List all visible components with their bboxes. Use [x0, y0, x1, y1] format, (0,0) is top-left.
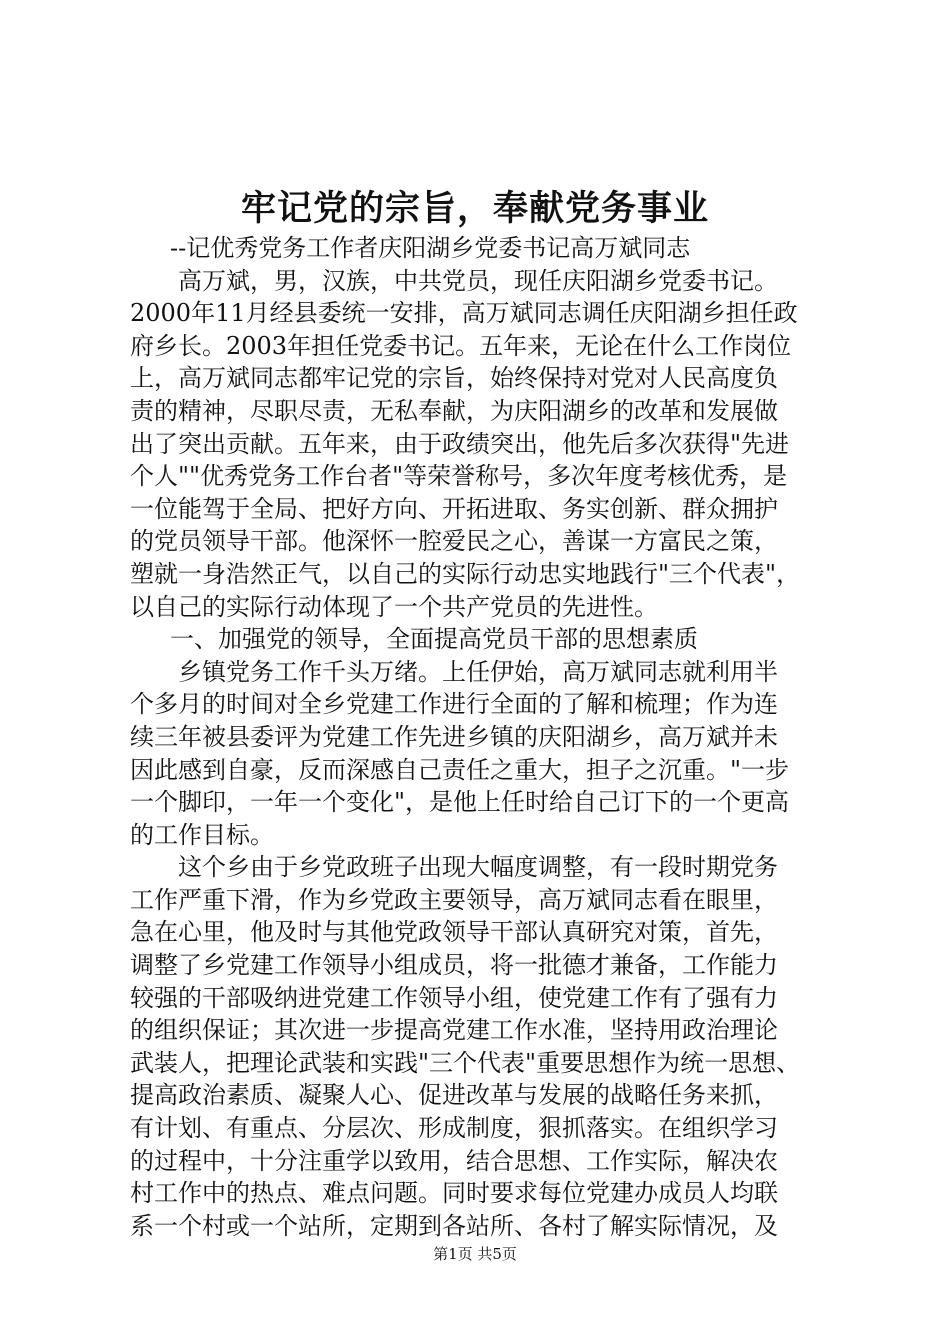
paragraph-line: 的组织保证；其次进一步提高党建工作水准，坚持用政治理论 — [130, 1016, 778, 1045]
paragraph-line: 乡镇党务工作千头万绪。上任伊始，高万斌同志就利用半 — [178, 657, 778, 686]
subtitle-line: --记优秀党务工作者庆阳湖乡党委书记高万斌同志 — [170, 234, 691, 262]
paragraph-line: 系一个村或一个站所，定期到各站所、各村了解实际情况，及 — [130, 1211, 778, 1240]
paragraph-line: 责的精神，尽职尽责，无私奉献，为庆阳湖乡的改革和发展做 — [130, 396, 778, 425]
paragraph-line: 的过程中，十分注重学以致用，结合思想、工作实际，解决农 — [130, 1146, 778, 1175]
paragraph-line: 一位能驾于全局、把好方向、开拓进取、务实创新、群众拥护 — [130, 494, 778, 523]
paragraph-line: 上，高万斌同志都牢记党的宗旨，始终保持对党对人民高度负 — [130, 364, 778, 393]
paragraph-line: 急在心里，他及时与其他党政领导干部认真研究对策，首先， — [130, 918, 778, 947]
paragraph-line: 以自己的实际行动体现了一个共产党员的先进性。 — [130, 592, 658, 621]
paragraph-line: 较强的干部吸纳进党建工作领导小组，使党建工作有了强有力 — [130, 983, 778, 1012]
paragraph-line: 调整了乡党建工作领导小组成员，将一批德才兼备，工作能力 — [130, 951, 778, 980]
paragraph-line: 村工作中的热点、难点问题。同时要求每位党建办成员人均联 — [130, 1179, 778, 1208]
paragraph-line: 这个乡由于乡党政班子出现大幅度调整，有一段时期党务 — [178, 853, 778, 882]
paragraph-line: 2000年11月经县委统一安排，高万斌同志调任庆阳湖乡担任政 — [130, 299, 798, 328]
paragraph-line: 一个脚印，一年一个变化"，是他上任时给自己订下的一个更高 — [130, 788, 790, 817]
paragraph-line: 塑就一身浩然正气，以自己的实际行动忠实地践行"三个代表"， — [130, 559, 801, 588]
paragraph-line: 武装人，把理论武装和实践"三个代表"重要思想作为统一思想、 — [130, 1048, 801, 1077]
paragraph-line: 个人""优秀党务工作台者"等荣誉称号，多次年度考核优秀，是 — [130, 462, 788, 491]
section-heading: 一、加强党的领导，全面提高党员干部的思想素质 — [170, 625, 698, 654]
document-title: 牢记党的宗旨，奉献党务事业 — [240, 188, 709, 229]
paragraph-line: 续三年被县委评为党建工作先进乡镇的庆阳湖乡，高万斌并未 — [130, 722, 778, 751]
paragraph-line: 个多月的时间对全乡党建工作进行全面的了解和梳理；作为连 — [130, 690, 778, 719]
paragraph-line: 工作严重下滑，作为乡党政主要领导，高万斌同志看在眼里， — [130, 885, 778, 914]
paragraph-line: 的工作目标。 — [130, 820, 274, 849]
page-footer: 第1页 共5页 — [433, 1245, 517, 1263]
paragraph-line: 提高政治素质、凝聚人心、促进改革与发展的战略任务来抓， — [130, 1081, 778, 1110]
document-body — [130, 232, 850, 1242]
paragraph-line: 有计划、有重点、分层次、形成制度，狠抓落实。在组织学习 — [130, 1114, 778, 1143]
paragraph-line: 因此感到自豪，反而深感自己责任之重大，担子之沉重。"一步 — [130, 755, 790, 784]
paragraph-line: 出了突出贡献。五年来，由于政绩突出，他先后多次获得"先进 — [130, 429, 790, 458]
paragraph-line: 府乡长。2003年担任党委书记。五年来，无论在什么工作岗位 — [130, 331, 792, 360]
paragraph-line: 的党员领导干部。他深怀一腔爱民之心，善谋一方富民之策， — [130, 527, 778, 556]
paragraph-line: 高万斌，男，汉族，中共党员，现任庆阳湖乡党委书记。 — [178, 266, 778, 295]
